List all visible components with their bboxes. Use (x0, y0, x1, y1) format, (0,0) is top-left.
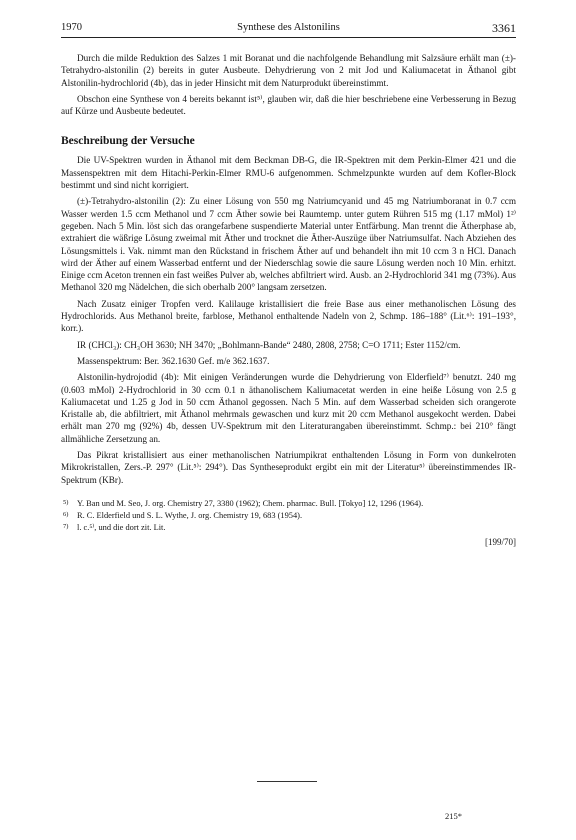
paragraph-methods: Die UV-Spektren wurden in Äthanol mit dem Beckman DB-G, die IR-Spektren mit dem Perkin-Elmer 421 und die Massenspektren mit dem Hitachi-Perkin-Elmer RMU-6 aufgenommen. Schmelzpunkte wurden auf dem Kofler-Block bestimmt und sind nicht korrigiert. (61, 155, 516, 191)
footnote (61, 510, 516, 521)
signature-mark: 215* (445, 811, 462, 821)
paragraph-tetrahydro-alstonilin: (±)-Tetrahydro-alstonilin (2): Zu einer Lösung von 550 mg Natriumcyanid und 45 mg Natriumboranat in 0.7 ccm Wasser werden 1.5 ccm Methanol und 7 ccm Äther sowie bei Raumtemp. unter gutem Rühren 515 mg (1.17 mMol) 1²⁾ gegeben. Nach 5 Min. löst sich das orangefarbene suspendierte Material unter Entfärbung. Man trennt die Ätherphase ab, extrahiert die wäßrige Lösung zweimal mit Äther und trocknet die Äther-Auszüge über Natriumsulfat. Nach Abziehen des Lösungsmittels i. Vak. nimmt man den Rückstand in frischem Äther auf und behandelt ihn mit 10 ccm 3 n HCl. Danach wird der Äther auf einem Wasserbad entfernt und der Niederschlag sowie die saure Lösung werden noch 10 Min. erhitzt. Einige ccm Aceton trennen ein fast weißes Pulver ab, welches abfiltriert wird. Ausb. an 2-Hydrochlorid 341 mg (73%). Aus Methanol 320 mg Nädelchen, die sich oberhalb 200° langsam zersetzen. (61, 196, 516, 293)
footnote-text: l. c.⁵⁾, und die dort zit. Lit. (77, 522, 166, 532)
paragraph-reduction: Durch die milde Reduktion des Salzes 1 mit Boranat und die nachfolgende Behandlung mit Salzsäure erhält man (±)-Tetrahydro-alstonilin (2) bereits in guter Ausbeute. Dehydrierung von 2 mit Jod und Kaliumacetat in Äthanol gibt Alstonilin-hydrochlorid (4b), das in jeder Hinsicht mit dem Naturprodukt übereinstimmt. (61, 53, 516, 88)
header-rule (61, 37, 516, 38)
paragraph-ir: IR (CHCl₃): CH₃OH 3630; NH 3470; „Bohlmann-Bande“ 2480, 2808, 2758; C=O 1711; Ester 1152/cm. (77, 339, 461, 350)
header-year: 1970 (61, 22, 82, 33)
footnote (61, 522, 516, 533)
footnotes (61, 498, 516, 533)
footnote-text: Y. Ban und M. Seo, J. org. Chemistry 27, 3380 (1962); Chem. pharmac. Bull. [Tokyo] 12, 1296 (1964). (77, 498, 424, 508)
paragraph-synthesis-note: Obschon eine Synthese von 4 bereits bekannt ist⁵⁾, glauben wir, daß die hier beschriebene eine Verbesserung in Bezug auf Kürze und Ausbeute bedeutet. (61, 93, 516, 117)
running-header (61, 21, 516, 35)
footnote-number: 6) (63, 510, 69, 518)
header-page-number: 3361 (492, 21, 516, 35)
section-heading: Beschreibung der Versuche (61, 135, 195, 148)
footnote-number: 7) (63, 522, 69, 530)
footnote-text: R. C. Elderfield und S. L. Wythe, J. org. Chemistry 19, 683 (1954). (77, 510, 303, 520)
end-rule (257, 781, 317, 782)
paragraph-pikrat: Das Pikrat kristallisiert aus einer methanolischen Natriumpikrat enthaltenden Lösung in Form von dunkelroten Mikrokristallen, Zers.-P. 297° (Lit.⁵⁾: 294°). Das Syntheseprodukt ergibt ein mit der Literatur⁵⁾ übereinstimmendes IR-Spektrum (KBr). (61, 450, 516, 485)
article-body (61, 52, 516, 547)
header-title: Synthese des Alstonilins (237, 22, 340, 33)
footnote (61, 498, 516, 509)
paragraph-alstonilin-hydrojodid: Alstonilin-hydrojodid (4b): Mit einigen Veränderungen wurde die Dehydrierung von Elderfield⁷⁾ benutzt. 240 mg (0.603 mMol) 2-Hydrochlorid in 30 ccm 0.1 n äthanolischem Kaliumacetat werden in eine heiße Lösung von 2.5 g Kaliumacetat und 1.25 g Jod in 50 ccm Äthanol gegossen. Nach 5 Min. auf dem Wasserbad scheiden sich orangerote Kristalle ab, die abfiltriert, mit Äthanol mehrmals gewaschen und kurz mit 20 ccm Methanol ausgekocht werden. Dabei erhält man 270 mg (92%) 4b, dessen UV-Spektrum mit den Literaturangaben übereinstimmt. Schmp.: bei 210° fängt allmähliche Zersetzung an. (61, 372, 516, 444)
manuscript-code: [199/70] (485, 536, 516, 547)
paragraph-free-base: Nach Zusatz einiger Tropfen verd. Kalilauge kristallisiert die freie Base aus einer methanolischen Lösung des Hydrochlorids. Aus Methanol breite, farblose, Methanol enthaltende Nadeln von 2, Schmp. 186–188° (Lit.⁶⁾: 191–193°, korr.). (61, 298, 516, 334)
paragraph-mass-spectrum: Massenspektrum: Ber. 362.1630 Gef. m/e 362.1637. (77, 355, 270, 366)
footnote-number: 5) (63, 498, 69, 506)
